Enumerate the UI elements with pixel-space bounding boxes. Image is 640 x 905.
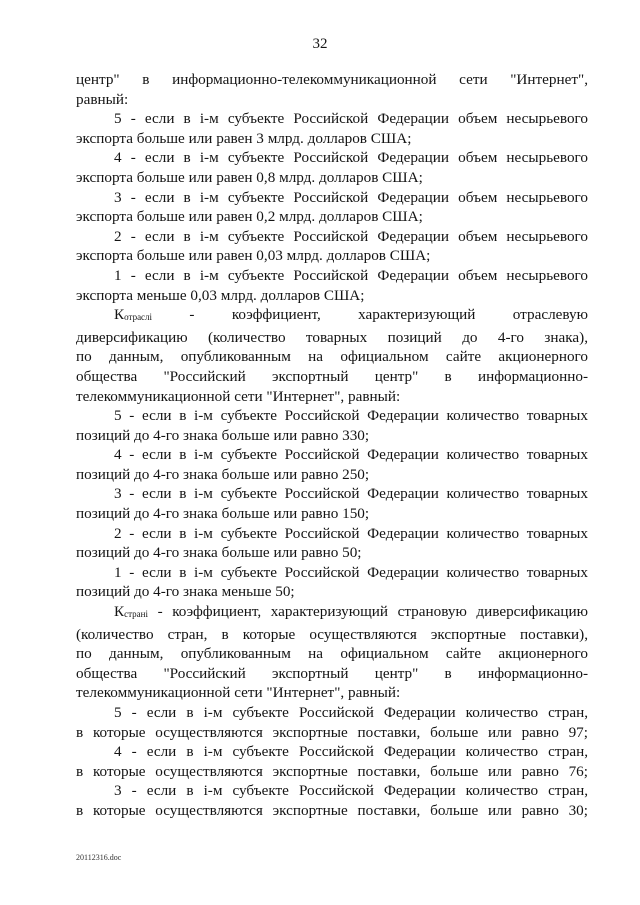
text-line: телекоммуникационной сети "Интернет", равный: <box>76 387 401 405</box>
text-line: 3 - если в i-м субъекте Российской Федерации объем несырьевого <box>114 188 588 206</box>
text-line: в которые осуществляются экспортные поставки, больше или равно 97; <box>76 723 588 741</box>
coefficient-paragraph <box>76 602 588 703</box>
text-line <box>76 305 588 328</box>
list-item <box>76 266 588 305</box>
coefficient-symbol: К <box>114 603 125 621</box>
text-line: позиций до 4-го знака больше или равно 250; <box>76 465 370 483</box>
text-line: позиций до 4-го знака больше или равно 150; <box>76 505 370 523</box>
list-item <box>76 406 588 445</box>
footer-filename: 20112316.doc <box>76 853 122 862</box>
text-line: по данным, опубликованным на официальном сайте акционерного <box>76 348 588 366</box>
coefficient-subscript: странi <box>124 609 148 620</box>
text-line: 5 - если в i-м субъекте Российской Федерации количество товарных <box>114 407 588 425</box>
text-line: 5 - если в i-м субъекте Российской Федерации объем несырьевого <box>114 110 588 128</box>
list-item <box>76 148 588 187</box>
list-item <box>76 563 588 602</box>
coefficient-subscript: отраслi <box>124 312 153 323</box>
text-line: по данным, опубликованным на официальном сайте акционерного <box>76 645 588 663</box>
list-item <box>76 188 588 227</box>
text-line: экспорта меньше 0,03 млрд. долларов США; <box>76 286 365 304</box>
text-line: позиций до 4-го знака больше или равно 50; <box>76 544 362 562</box>
list-item <box>76 742 588 781</box>
text-line: в которые осуществляются экспортные поставки, больше или равно 30; <box>76 801 588 819</box>
text-line: экспорта больше или равен 0,2 млрд. долларов США; <box>76 208 423 226</box>
page-number: 32 <box>312 36 328 52</box>
text-line: равный: <box>76 90 129 108</box>
text-line: 4 - если в i-м субъекте Российской Федерации количество товарных <box>114 446 588 464</box>
text-line <box>76 602 588 625</box>
text-line: позиций до 4-го знака больше или равно 330; <box>76 426 370 444</box>
text-line: 2 - если в i-м субъекте Российской Федерации количество товарных <box>114 524 588 542</box>
list-item <box>76 484 588 523</box>
text-line: центр" в информационно-телекоммуникационной сети "Интернет", <box>76 71 588 88</box>
list-item <box>76 227 588 266</box>
list-item <box>76 781 588 820</box>
text-line: 4 - если в i-м субъекте Российской Федерации количество стран, <box>114 743 588 761</box>
list-item <box>76 445 588 484</box>
coefficient-paragraph <box>76 305 588 406</box>
document-body <box>76 70 588 821</box>
text-line: 5 - если в i-м субъекте Российской Федерации количество стран, <box>114 704 588 721</box>
list-item <box>76 703 588 742</box>
paragraph <box>76 70 588 109</box>
text-line: 3 - если в i-м субъекте Российской Федерации количество стран, <box>114 782 588 800</box>
list-item <box>76 524 588 563</box>
text-line: 1 - если в i-м субъекте Российской Федерации количество товарных <box>114 563 588 581</box>
text-line: 4 - если в i-м субъекте Российской Федерации объем несырьевого <box>114 149 588 167</box>
text-line: (количество стран, в которые осуществляются экспортные поставки), <box>76 625 588 643</box>
text-line: общества "Российский экспортный центр" в информационно- <box>76 664 588 682</box>
text-line: в которые осуществляются экспортные поставки, больше или равно 76; <box>76 762 588 780</box>
text-line: 1 - если в i-м субъекте Российской Федерации объем несырьевого <box>114 266 588 284</box>
list-item <box>76 109 588 148</box>
text-fragment: - коэффициент, характеризующий страновую диверсификацию <box>148 603 588 621</box>
text-line: экспорта больше или равен 3 млрд. долларов США; <box>76 129 412 147</box>
text-line: 3 - если в i-м субъекте Российской Федерации количество товарных <box>114 485 588 503</box>
text-line: диверсификацию (количество товарных позиций до 4-го знака), <box>76 328 588 346</box>
text-line: экспорта больше или равен 0,8 млрд. долларов США; <box>76 168 423 186</box>
coefficient-symbol: К <box>114 306 125 324</box>
text-line: позиций до 4-го знака меньше 50; <box>76 583 295 601</box>
text-line: 2 - если в i-м субъекте Российской Федерации объем несырьевого <box>114 227 588 245</box>
text-line: экспорта больше или равен 0,03 млрд. долларов США; <box>76 247 431 265</box>
text-fragment: - коэффициент, характеризующий отраслевую <box>152 306 588 324</box>
text-line: телекоммуникационной сети "Интернет", равный: <box>76 684 401 702</box>
text-line: общества "Российский экспортный центр" в информационно- <box>76 367 588 385</box>
